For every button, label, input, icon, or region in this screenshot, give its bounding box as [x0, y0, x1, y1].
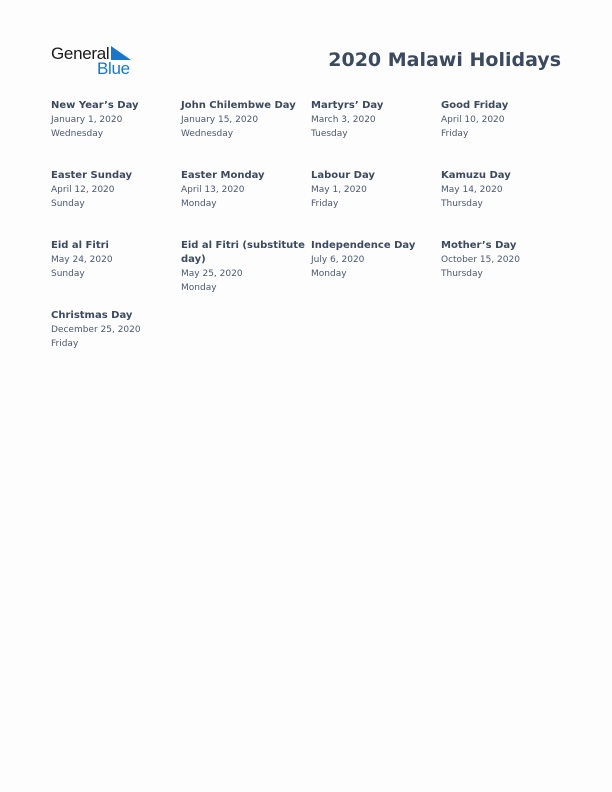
- holiday-item: [51, 309, 181, 379]
- holiday-date: October 15, 2020: [441, 255, 520, 265]
- holiday-name: New Year’s Day: [51, 100, 139, 111]
- holiday-date: May 25, 2020: [181, 269, 243, 279]
- holiday-date: April 10, 2020: [441, 115, 505, 125]
- holiday-item: [181, 169, 311, 239]
- holiday-name: Labour Day: [311, 170, 375, 181]
- logo-word-blue: Blue: [97, 59, 130, 78]
- holiday-weekday: Monday: [311, 269, 347, 279]
- holiday-item: [51, 169, 181, 239]
- holiday-date: July 6, 2020: [311, 255, 365, 265]
- general-blue-logo: [51, 44, 135, 78]
- holiday-date: May 14, 2020: [441, 185, 503, 195]
- holiday-date: May 1, 2020: [311, 185, 367, 195]
- holiday-item: [441, 239, 571, 309]
- holiday-weekday: Wednesday: [51, 129, 104, 139]
- holiday-weekday: Monday: [181, 283, 217, 293]
- holiday-weekday: Monday: [181, 199, 217, 209]
- holiday-name: Mother’s Day: [441, 240, 517, 251]
- holiday-item: [311, 169, 441, 239]
- holiday-grid: [51, 99, 571, 379]
- holiday-date: May 24, 2020: [51, 255, 113, 265]
- holiday-date: April 13, 2020: [181, 185, 245, 195]
- holiday-name: John Chilembwe Day: [181, 100, 296, 111]
- holiday-item: [181, 99, 311, 169]
- holiday-name: Easter Sunday: [51, 170, 133, 181]
- holiday-weekday: Wednesday: [181, 129, 234, 139]
- holiday-item: [311, 99, 441, 169]
- holiday-weekday: Tuesday: [311, 129, 348, 139]
- holiday-item: [441, 99, 571, 169]
- holiday-item: [51, 239, 181, 309]
- holiday-weekday: Thursday: [441, 269, 483, 279]
- holiday-date: April 12, 2020: [51, 185, 115, 195]
- holiday-weekday: Sunday: [51, 199, 85, 209]
- holiday-name: Eid al Fitri: [51, 240, 109, 251]
- holiday-item: [311, 239, 441, 309]
- holiday-name: Good Friday: [441, 100, 509, 111]
- holiday-date: March 3, 2020: [311, 115, 376, 125]
- holiday-weekday: Friday: [441, 129, 469, 139]
- holiday-weekday: Thursday: [441, 199, 483, 209]
- holiday-name: Easter Monday: [181, 170, 265, 181]
- holiday-item: [441, 169, 571, 239]
- holiday-name: Independence Day: [311, 240, 416, 251]
- holiday-weekday: Sunday: [51, 269, 85, 279]
- holiday-weekday: Friday: [311, 199, 339, 209]
- holiday-item: [181, 239, 311, 309]
- logo-triangle-icon: [111, 46, 131, 60]
- holiday-date: January 1, 2020: [51, 115, 123, 125]
- holiday-date: December 25, 2020: [51, 325, 141, 335]
- logo-word-general: General: [51, 44, 110, 63]
- page-title: 2020 Malawi Holidays: [328, 49, 561, 71]
- holiday-name: Christmas Day: [51, 310, 133, 321]
- holiday-name: Eid al Fitri (substitute day): [181, 240, 305, 265]
- holiday-item: [51, 99, 181, 169]
- holiday-weekday: Friday: [51, 339, 79, 349]
- holiday-date: January 15, 2020: [181, 115, 259, 125]
- holiday-name: Kamuzu Day: [441, 170, 511, 181]
- holiday-name: Martyrs’ Day: [311, 100, 384, 111]
